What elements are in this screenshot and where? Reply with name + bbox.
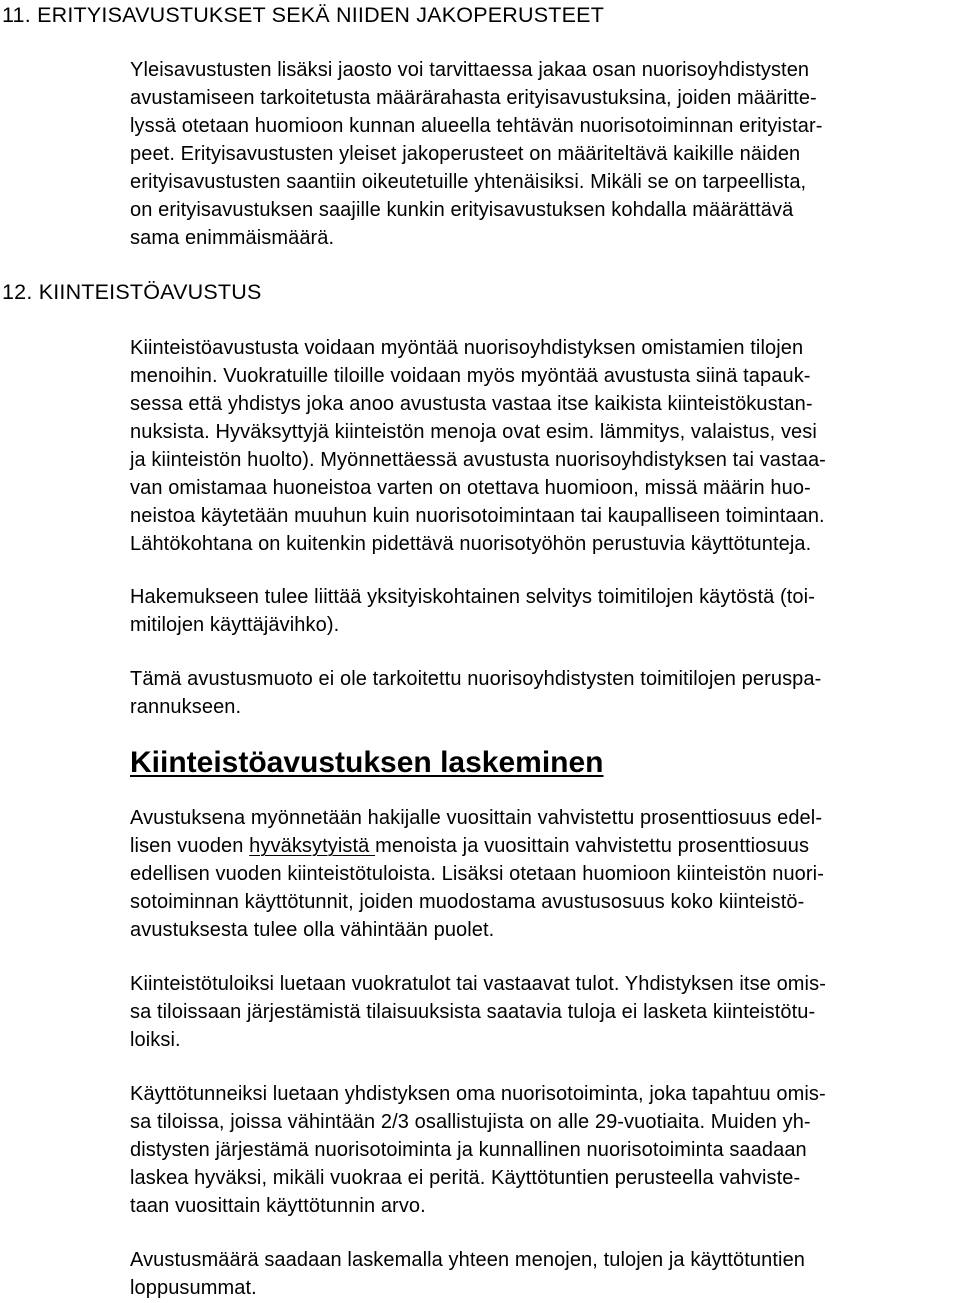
text-line: sotoiminnan käyttötunnit, joiden muodostama avustusosuus koko kiinteistö- (130, 891, 805, 913)
text-line: taan vuosittain käyttötunnin arvo. (130, 1195, 426, 1217)
text-line: sa tiloissa, joissa vähintään 2/3 osallistujista on alle 29-vuotiaita. Muiden yh- (130, 1111, 811, 1133)
text-line: sessa että yhdistys joka anoo avustusta vastaa itse kaikista kiinteistökustan- (130, 393, 813, 415)
section-12-paragraph-5 (130, 970, 826, 1054)
document-body (130, 0, 958, 1303)
text-line: nuksista. Hyväksyttyjä kiinteistön menoja ovat esim. lämmitys, valaistus, vesi (130, 421, 817, 443)
section-12-paragraph-4 (130, 804, 824, 944)
section-12-paragraph-3 (130, 665, 821, 721)
text-line: neistoa käytetään muuhun kuin nuorisotoimintaan tai kaupalliseen toimintaan. (130, 505, 825, 527)
text-line: lyssä otetaan huomioon kunnan alueella tehtävän nuorisotoiminnan erityistar- (130, 115, 823, 137)
text-line: mitilojen käyttäjävihko). (130, 614, 340, 636)
text-line: loiksi. (130, 1029, 181, 1051)
text-line: Lähtökohtana on kuitenkin pidettävä nuorisotyöhön perustuvia käyttötunteja. (130, 533, 812, 555)
text-line: avustamiseen tarkoitetusta määrärahasta erityisavustuksina, joiden määritte- (130, 87, 817, 109)
section-11-title: ERITYISAVUSTUKSET SEKÄ NIIDEN JAKOPERUSTEET (37, 3, 605, 27)
text-line: Käyttötunneiksi luetaan yhdistyksen oma nuorisotoiminta, joka tapahtuu omis- (130, 1083, 826, 1105)
section-11-paragraph (130, 56, 822, 252)
section-12-title: KIINTEISTÖAVUSTUS (38, 280, 262, 304)
section-11-number: 11. (2, 3, 31, 27)
text-line: ja kiinteistön huolto). Myönnettäessä avustusta nuorisoyhdistyksen tai vastaa- (130, 449, 826, 471)
text-line: Tämä avustusmuoto ei ole tarkoitettu nuorisoyhdistysten toimitilojen peruspa- (130, 668, 822, 690)
section-12-number: 12. (2, 280, 33, 304)
text-line: van omistamaa huoneistoa varten on otettava huomioon, missä määrin huo- (130, 477, 811, 499)
text-line: on erityisavustuksen saajille kunkin erityisavustuksen kohdalla määrättävä (130, 199, 794, 221)
text-line: Yleisavustusten lisäksi jaosto voi tarvittaessa jakaa osan nuorisoyhdistysten (130, 59, 810, 81)
text-line: peet. Erityisavustusten yleiset jakoperusteet on määriteltävä kaikille näiden (130, 143, 801, 165)
text-line: Kiinteistöavustusta voidaan myöntää nuorisoyhdistyksen omistamien tilojen (130, 337, 804, 359)
subheading-calculation: Kiinteistöavustuksen laskeminen (130, 746, 604, 779)
text-line: Avustusmäärä saadaan laskemalla yhteen menojen, tulojen ja käyttötuntien (130, 1249, 806, 1271)
text-line: menoihin. Vuokratuille tiloille voidaan myös myöntää avustusta siinä tapauk- (130, 365, 811, 387)
text-line: loppusummat. (130, 1277, 257, 1299)
text-line: Avustuksena myönnetään hakijalle vuosittain vahvistettu prosenttiosuus edel- (130, 807, 823, 829)
section-12-paragraph-7 (130, 1246, 805, 1302)
text-line: Kiinteistötuloiksi luetaan vuokratulot tai vastaavat tulot. Yhdistyksen itse omis- (130, 973, 826, 995)
text-line: avustuksesta tulee olla vähintään puolet. (130, 919, 495, 941)
section-12-heading (2, 278, 262, 306)
text-line: sa tiloissaan järjestämistä tilaisuuksista saatavia tuloja ei lasketa kiinteistötu- (130, 1001, 816, 1023)
text-fragment: menoista ja vuosittain vahvistettu prosenttiosuus (375, 835, 810, 857)
text-line: erityisavustusten saantiin oikeutetuille yhtenäisiksi. Mikäli se on tarpeellista, (130, 171, 807, 193)
section-12-paragraph-6 (130, 1080, 826, 1220)
section-12-paragraph-2 (130, 583, 815, 639)
text-line: Hakemukseen tulee liittää yksityiskohtainen selvitys toimitilojen käytöstä (toi- (130, 586, 815, 608)
text-line: sama enimmäismäärä. (130, 227, 335, 249)
text-line (130, 832, 824, 860)
text-line: rannukseen. (130, 696, 242, 718)
text-fragment: lisen vuoden (130, 835, 250, 857)
text-line: edellisen vuoden kiinteistötuloista. Lisäksi otetaan huomioon kiinteistön nuori- (130, 863, 824, 885)
section-12-paragraph-1 (130, 334, 826, 558)
text-line: laskea hyväksi, mikäli vuokraa ei peritä. Käyttötuntien perusteella vahviste- (130, 1167, 801, 1189)
underlined-text: hyväksytyistä (249, 835, 376, 857)
text-line: distysten järjestämä nuorisotoiminta ja kunnallinen nuorisotoiminta saadaan (130, 1139, 807, 1161)
